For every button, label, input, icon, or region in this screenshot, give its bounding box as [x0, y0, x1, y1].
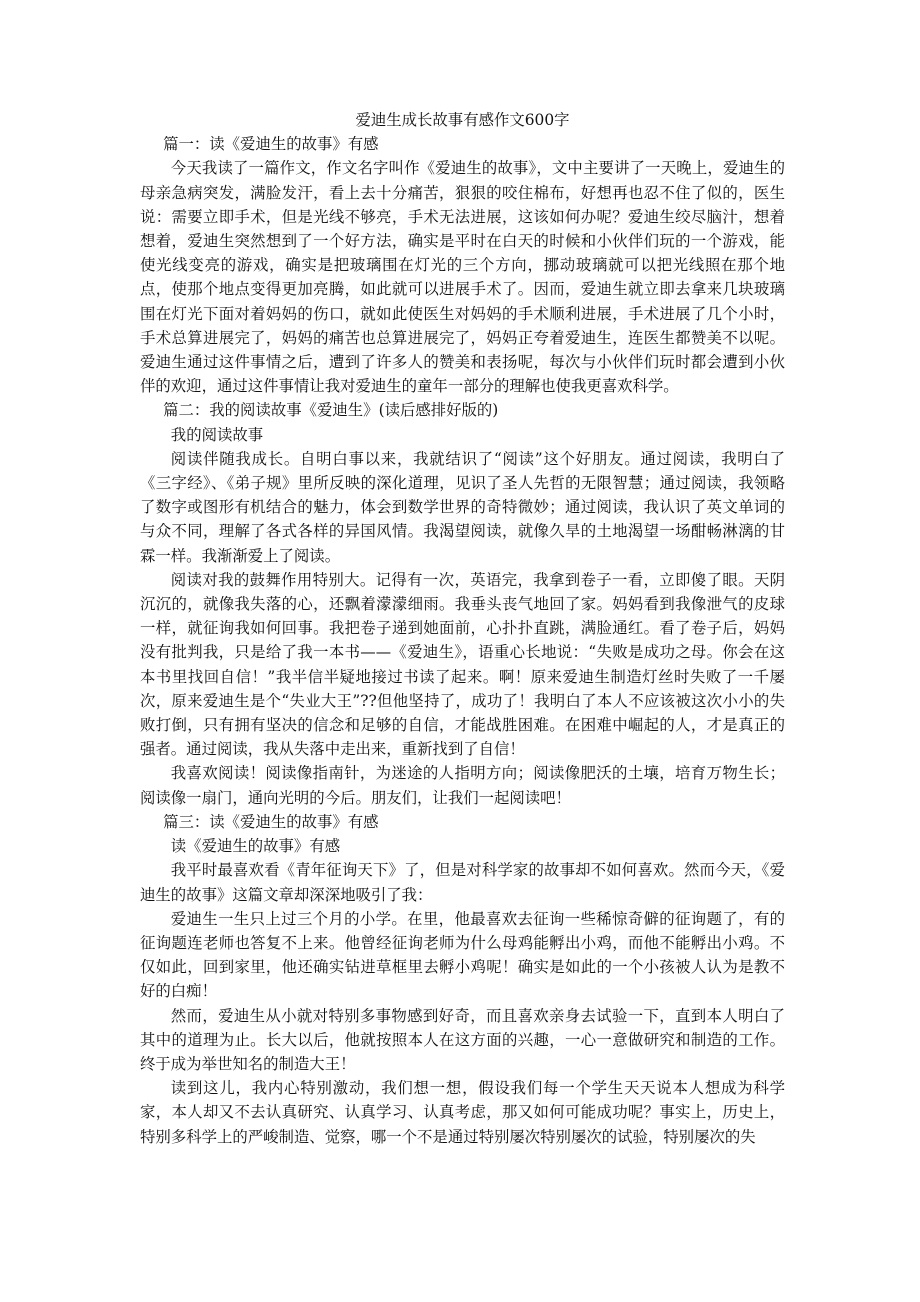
section-heading: 篇三：读《爱迪生的故事》有感: [163, 812, 379, 831]
document-page: [140, 108, 785, 1149]
paragraph: 阅读伴随我成长。自明白事以来，我就结识了“阅读”这个好朋友。通过阅读，我明白了《三字经》、《弟子规》里所反映的深化道理，见识了圣人先哲的无限智慧；通过阅读，我领略了数字或图形有机结合的魅力，体会到数学世界的奇特微妙；通过阅读，我认识了英文单词的与众不同，理解了各式各样的异国风情。我渴望阅读，就像久旱的土地渴望一场酣畅淋漓的甘霖一样。我渐渐爱上了阅读。: [140, 449, 785, 565]
paragraph: 读到这儿，我内心特别激动，我们想一想，假设我们每一个学生天天说本人想成为科学家，本人却又不去认真研究、认真学习、认真考虑，那又如何可能成功呢？事实上，历史上，特别多科学上的严峻制造、觉察，哪一个不是通过特别屡次特别屡次的试验，特别屡次的失: [140, 1079, 785, 1146]
paragraph: 今天我读了一篇作文，作文名字叫作《爱迪生的故事》，文中主要讲了一天晚上，爱迪生的母亲急病突发，满脸发汗，看上去十分痛苦，狠狠的咬住棉布，好想再也忍不住了似的，医生说：需要立即手术，但是光线不够亮，手术无法进展，这该如何办呢？爱迪生绞尽脑汁，想着想着，爱迪生突然想到了一个好方法，确实是平时在白天的时候和小伙伴们玩的一个游戏，能使光线变亮的游戏，确实是把玻璃围在灯光的三个方向，挪动玻璃就可以把光线照在那个地点，使那个地点变得更加亮腾，如此就可以进展手术了。因而，爱迪生就立即去拿来几块玻璃围在灯光下面对着妈妈的伤口，就如此使医生对妈妈的手术顺利进展，手术进展了几个小时，手术总算进展完了，妈妈的痛苦也总算进展完了，妈妈正夸着爱迪生，连医生都赞美不以呢。爱迪生通过这件事情之后，遭到了许多人的赞美和表扬呢，每次与小伙伴们玩时都会遭到小伙伴的欢迎，通过这件事情让我对爱迪生的童年一部分的理解也使我更喜欢科学。: [140, 159, 785, 396]
paragraph: 我平时最喜欢看《青年征询天下》了，但是对科学家的故事却不如何喜欢。然而今天，《爱迪生的故事》这篇文章却深深地吸引了我：: [140, 861, 785, 904]
paragraph: 然而，爱迪生从小就对特别多事物感到好奇，而且喜欢亲身去试验一下，直到本人明白了其中的道理为止。长大以后，他就按照本人在这方面的兴趣，一心一意做研究和制造的工作。终于成为举世知名的制造大王！: [140, 1006, 785, 1073]
paragraph: 我的阅读故事: [170, 425, 264, 444]
paragraph: 读《爱迪生的故事》有感: [170, 837, 341, 856]
paragraph: 阅读对我的鼓舞作用特别大。记得有一次，英语完，我拿到卷子一看，立即傻了眼。天阴沉沉的，就像我失落的心，还飘着濛濛细雨。我垂头丧气地回了家。妈妈看到我像泄气的皮球一样，就征询我如何回事。我把卷子递到她面前，心扑扑直跳，满脸通红。看了卷子后，妈妈没有批判我，只是给了我一本书——《爱迪生》，语重心长地说：“失败是成功之母。你会在这本书里找回自信！”我半信半疑地接过书读了起来。啊！原来爱迪生制造灯丝时失败了一千屡次，原来爱迪生是个“失业大王”??但他坚持了，成功了！我明白了本人不应该被这次小小的失败打倒，只有拥有坚决的信念和足够的自信，才能战胜困难。在困难中崛起的人，才是真正的强者。通过阅读，我从失落中走出来，重新找到了自信！: [140, 570, 785, 759]
section-heading: 篇一：读《爱迪生的故事》有感: [163, 135, 379, 154]
paragraph: 爱迪生一生只上过三个月的小学。在里，他最喜欢去征询一些稀惊奇僻的征询题了，有的征询题连老师也答复不上来。他曾经征询老师为什么母鸡能孵出小鸡，而他不能孵出小鸡。不仅如此，回到家里，他还确实钻进草框里去孵小鸡呢！确实是如此的一个小孩被人认为是教不好的白痴！: [140, 909, 785, 1001]
document-title: 爱迪生成长故事有感作文600字: [355, 111, 570, 129]
document-body: [140, 132, 785, 1149]
section-heading: 篇二：我的阅读故事《爱迪生》(读后感排好版的): [163, 401, 499, 420]
paragraph: 我喜欢阅读！阅读像指南针，为迷途的人指明方向；阅读像肥沃的土壤，培育万物生长；阅读像一扇门，通向光明的今后。朋友们，让我们一起阅读吧！: [140, 764, 785, 807]
